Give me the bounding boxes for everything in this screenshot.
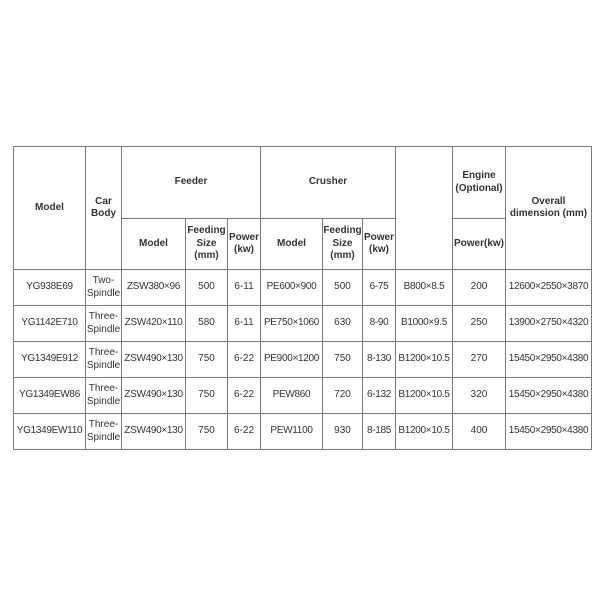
header-crusher-feeding-size: Feeding Size (mm) — [323, 219, 363, 270]
cell-crusher-model: PEW1100 — [261, 414, 323, 450]
header-size-group — [396, 147, 453, 270]
cell-crusher-feeding-size: 720 — [323, 378, 363, 414]
cell-size: B1200×10.5 — [396, 414, 453, 450]
cell-feeder-feeding-size: 750 — [186, 342, 228, 378]
table-row — [14, 306, 592, 342]
cell-feeder-feeding-size: 500 — [186, 270, 228, 306]
cell-car-body: Three-Spindle — [86, 414, 122, 450]
header-crusher: Crusher — [261, 147, 396, 219]
header-feeder-model: Model — [122, 219, 186, 270]
cell-crusher-power: 6-75 — [363, 270, 396, 306]
cell-crusher-feeding-size: 630 — [323, 306, 363, 342]
cell-model: YG938E69 — [14, 270, 86, 306]
cell-model: YG1349EW110 — [14, 414, 86, 450]
cell-engine-power: 270 — [453, 342, 506, 378]
cell-car-body: Two-Spindle — [86, 270, 122, 306]
cell-size: B1200×10.5 — [396, 378, 453, 414]
cell-engine-power: 400 — [453, 414, 506, 450]
header-car-body: Car Body — [86, 147, 122, 270]
cell-engine-power: 200 — [453, 270, 506, 306]
cell-crusher-power: 6-132 — [363, 378, 396, 414]
cell-crusher-feeding-size: 930 — [323, 414, 363, 450]
header-overall-line2: dimension (mm) — [509, 208, 588, 219]
cell-overall: 12600×2550×3870 — [506, 270, 592, 306]
cell-size: B1000×9.5 — [396, 306, 453, 342]
cell-crusher-power: 8-185 — [363, 414, 396, 450]
cell-feeder-power: 6-22 — [228, 414, 261, 450]
cell-engine-power: 320 — [453, 378, 506, 414]
cell-overall: 15450×2950×4380 — [506, 414, 592, 450]
table-row — [14, 414, 592, 450]
cell-crusher-power: 8-130 — [363, 342, 396, 378]
cell-feeder-model: ZSW380×96 — [122, 270, 186, 306]
header-engine-line1: Engine — [462, 170, 496, 181]
cell-feeder-power: 6-22 — [228, 342, 261, 378]
cell-feeder-feeding-size: 750 — [186, 378, 228, 414]
cell-feeder-power: 6-11 — [228, 306, 261, 342]
header-engine-power: Power(kw) — [453, 219, 506, 270]
cell-crusher-feeding-size: 750 — [323, 342, 363, 378]
table-row — [14, 378, 592, 414]
cell-crusher-model: PE900×1200 — [261, 342, 323, 378]
cell-overall: 15450×2950×4380 — [506, 342, 592, 378]
header-crusher-power: Power (kw) — [363, 219, 396, 270]
cell-crusher-model: PE750×1060 — [261, 306, 323, 342]
cell-overall: 15450×2950×4380 — [506, 378, 592, 414]
cell-car-body: Three-Spindle — [86, 342, 122, 378]
header-crusher-model: Model — [261, 219, 323, 270]
header-engine-line2: (Optional) — [455, 182, 503, 194]
cell-car-body: Three-Spindle — [86, 378, 122, 414]
header-engine — [453, 147, 506, 219]
cell-feeder-power: 6-22 — [228, 378, 261, 414]
cell-feeder-feeding-size: 580 — [186, 306, 228, 342]
cell-engine-power: 250 — [453, 306, 506, 342]
cell-crusher-model: PEW860 — [261, 378, 323, 414]
cell-model: YG1349EW86 — [14, 378, 86, 414]
header-feeder-power: Power (kw) — [228, 219, 261, 270]
cell-feeder-model: ZSW490×130 — [122, 414, 186, 450]
header-feeder: Feeder — [122, 147, 261, 219]
spec-table — [13, 146, 592, 450]
header-row-top — [14, 147, 592, 219]
cell-feeder-model: ZSW490×130 — [122, 378, 186, 414]
cell-model: YG1142E710 — [14, 306, 86, 342]
cell-feeder-model: ZSW490×130 — [122, 342, 186, 378]
cell-crusher-power: 8-90 — [363, 306, 396, 342]
cell-model: YG1349E912 — [14, 342, 86, 378]
table-row — [14, 270, 592, 306]
header-overall-line1: Overall — [531, 195, 566, 207]
cell-size: B1200×10.5 — [396, 342, 453, 378]
cell-crusher-feeding-size: 500 — [323, 270, 363, 306]
cell-feeder-model: ZSW420×110 — [122, 306, 186, 342]
cell-feeder-feeding-size: 750 — [186, 414, 228, 450]
table-row — [14, 342, 592, 378]
cell-size: B800×8.5 — [396, 270, 453, 306]
header-feeder-feeding-size: Feeding Size (mm) — [186, 219, 228, 270]
header-overall — [506, 147, 592, 270]
header-model: Model — [14, 147, 86, 270]
cell-feeder-power: 6-11 — [228, 270, 261, 306]
cell-overall: 13900×2750×4320 — [506, 306, 592, 342]
cell-car-body: Three-Spindle — [86, 306, 122, 342]
cell-crusher-model: PE600×900 — [261, 270, 323, 306]
